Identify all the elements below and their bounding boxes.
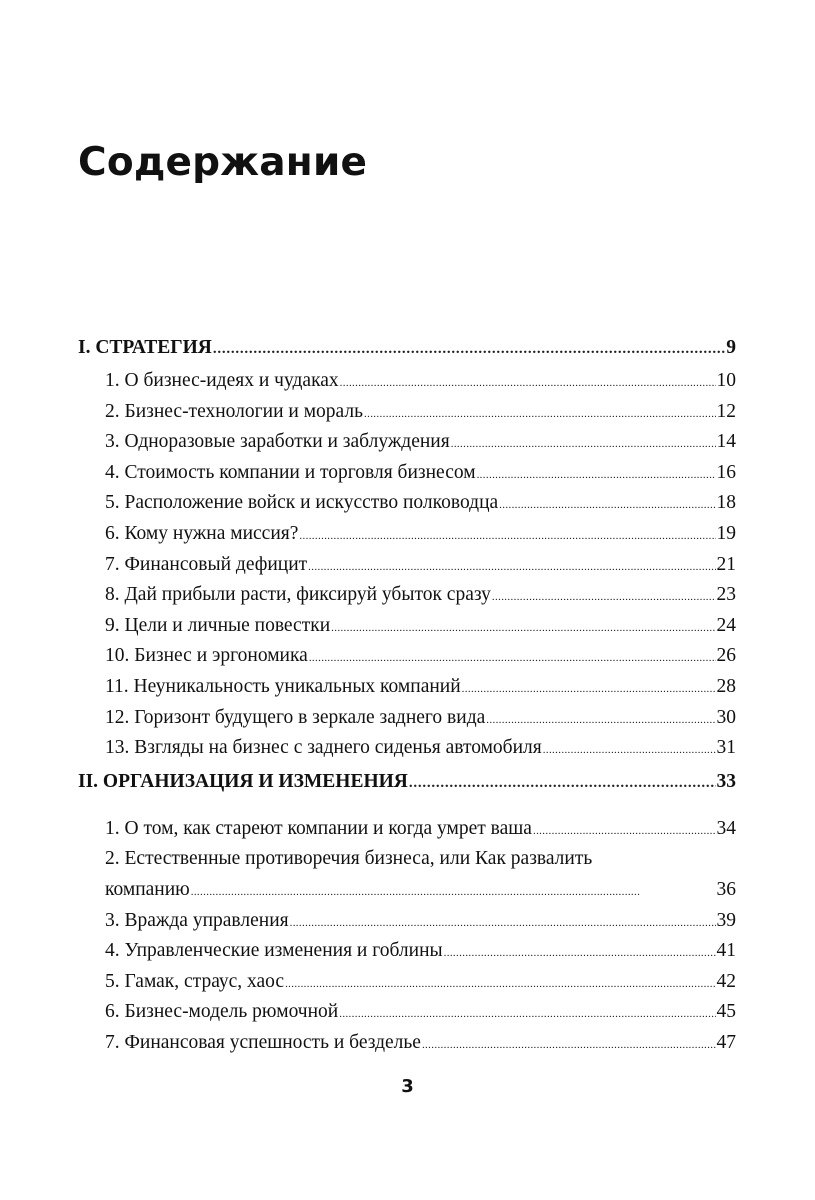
toc-leader-dots xyxy=(444,936,716,969)
toc-section-label: I. СТРАТЕГИЯ xyxy=(78,337,212,358)
toc-item-page: 21 xyxy=(716,553,736,575)
toc-item-label: 5. Гамак, страус, хаос xyxy=(105,970,285,992)
toc-item-page: 45 xyxy=(716,1001,736,1023)
toc-item-label: 6. Кому нужна миссия? xyxy=(105,522,299,544)
table-of-contents xyxy=(78,330,736,1058)
toc-leader-dots xyxy=(451,427,716,460)
toc-item-page: 36 xyxy=(716,878,736,900)
toc-leader-dots xyxy=(364,397,716,430)
toc-item-label: 7. Финансовая успешность и безделье xyxy=(105,1031,421,1053)
toc-item-label: 1. О бизнес-идеях и чудаках xyxy=(105,370,339,391)
toc-leader-dots xyxy=(499,488,715,521)
toc-section xyxy=(78,764,736,800)
toc-leader-dots xyxy=(477,458,716,491)
toc-item-label: 7. Финансовый дефицит xyxy=(105,553,308,575)
toc-leader-dots xyxy=(331,611,715,644)
toc-item xyxy=(78,366,736,397)
toc-item-page: 30 xyxy=(716,706,736,728)
toc-item xyxy=(78,967,736,998)
toc-item-page: 39 xyxy=(716,909,736,931)
toc-item-page: 26 xyxy=(716,645,736,667)
toc-item-label: 13. Взгляды на бизнес с заднего сиденья автомобиля xyxy=(105,737,542,759)
toc-item-page: 23 xyxy=(716,584,736,606)
toc-leader-dots xyxy=(309,641,716,674)
toc-leader-dots xyxy=(213,330,725,367)
toc-item-page: 28 xyxy=(716,675,736,697)
toc-item xyxy=(78,814,736,845)
toc-leader-dots xyxy=(285,967,715,1000)
toc-leader-dots xyxy=(409,764,716,801)
toc-item-page: 47 xyxy=(716,1031,736,1053)
toc-section-label: II. ОРГАНИЗАЦИЯ И ИЗМЕНЕНИЯ xyxy=(78,770,408,792)
toc-item xyxy=(78,906,736,937)
toc-section xyxy=(78,330,736,366)
toc-leader-dots xyxy=(308,550,715,583)
toc-item-page: 31 xyxy=(716,737,736,759)
toc-item-page: 18 xyxy=(716,492,736,514)
toc-item-page: 19 xyxy=(716,522,736,544)
toc-leader-dots xyxy=(533,814,716,847)
toc-item-label-line1: 2. Естественные противоречия бизнеса, или Как развалить xyxy=(105,848,593,870)
toc-leader-dots xyxy=(340,366,716,399)
toc-item-label: 3. Одноразовые заработки и заблуждения xyxy=(105,431,450,453)
toc-leader-dots xyxy=(339,997,715,1030)
toc-item-label: 11. Неуникальность уникальных компаний xyxy=(105,675,461,697)
toc-leader-dots xyxy=(299,519,715,552)
page-title: Содержание xyxy=(78,140,368,185)
toc-leader-dots xyxy=(543,733,716,766)
toc-item-label: 2. Бизнес-технологии и мораль xyxy=(105,400,363,422)
toc-leader-dots xyxy=(191,875,716,908)
toc-item-page: 24 xyxy=(716,614,736,636)
toc-leader-dots xyxy=(486,703,715,736)
toc-item xyxy=(78,1028,736,1059)
toc-item-page: 34 xyxy=(716,817,736,839)
toc-item xyxy=(78,936,736,967)
toc-item-label: 6. Бизнес-модель рюмочной xyxy=(105,1001,339,1023)
toc-item xyxy=(78,550,736,581)
toc-section-page: 9 xyxy=(726,337,736,358)
toc-item xyxy=(78,672,736,703)
page-number: 3 xyxy=(401,1076,414,1097)
toc-item-label: 9. Цели и личные повестки xyxy=(105,614,331,636)
toc-item-label: 4. Стоимость компании и торговля бизнесом xyxy=(105,461,476,483)
toc-item-page: 14 xyxy=(716,431,736,453)
toc-item xyxy=(78,427,736,458)
toc-item xyxy=(78,844,736,905)
toc-item-page: 10 xyxy=(716,370,736,391)
toc-item xyxy=(78,397,736,428)
toc-item xyxy=(78,641,736,672)
toc-item-label: 3. Вражда управления xyxy=(105,909,289,931)
toc-leader-dots xyxy=(290,906,716,939)
toc-item-page: 42 xyxy=(716,970,736,992)
toc-item-page: 41 xyxy=(716,940,736,962)
toc-item-line2 xyxy=(105,875,736,906)
toc-item-label: 5. Расположение войск и искусство полководца xyxy=(105,492,499,514)
toc-item xyxy=(78,580,736,611)
toc-item-page: 12 xyxy=(716,400,736,422)
toc-item-label: 12. Горизонт будущего в зеркале заднего вида xyxy=(105,706,486,728)
toc-item xyxy=(78,703,736,734)
toc-item-label: 8. Дай прибыли расти, фиксируй убыток сразу xyxy=(105,584,491,606)
toc-item-label: компанию xyxy=(105,878,190,900)
toc-item xyxy=(78,519,736,550)
toc-leader-dots xyxy=(492,580,716,613)
toc-item xyxy=(78,611,736,642)
toc-leader-dots xyxy=(462,672,716,705)
toc-item xyxy=(78,997,736,1028)
toc-item xyxy=(78,733,736,764)
toc-item-label: 4. Управленческие изменения и гоблины xyxy=(105,940,443,962)
toc-item-label: 1. О том, как стареют компании и когда умрет ваша xyxy=(105,817,532,839)
toc-leader-dots xyxy=(422,1028,716,1061)
toc-item xyxy=(78,458,736,489)
toc-item-label: 10. Бизнес и эргономика xyxy=(105,645,308,667)
toc-item xyxy=(78,488,736,519)
toc-section-page: 33 xyxy=(716,770,736,792)
toc-item-page: 16 xyxy=(716,461,736,483)
